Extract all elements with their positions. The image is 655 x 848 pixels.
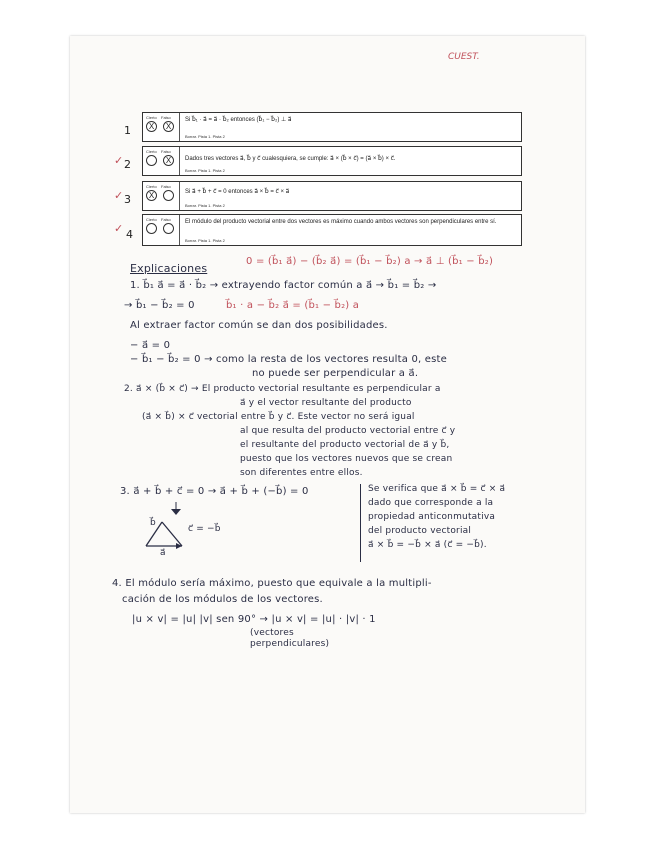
cierto-radio[interactable]	[146, 155, 157, 166]
falso-radio[interactable]	[163, 190, 174, 201]
note-line: cación de los módulos de los vectores.	[122, 594, 323, 605]
note-line: → b⃗₁ − b⃗₂ = 0	[124, 300, 195, 311]
answer-column	[143, 215, 180, 245]
note-line: a⃗ × b⃗ = −b⃗ × a⃗ (c⃗ = −b⃗).	[368, 540, 487, 550]
note-line: puesto que los vectores nuevos que se crean	[240, 454, 453, 464]
question-box-4	[142, 214, 522, 246]
note-line: dado que corresponde a la	[368, 498, 494, 508]
note-line: |u × v| = |u| |v| sen 90° → |u × v| = |u| · |v| · 1	[132, 614, 376, 625]
question-box-3	[142, 181, 522, 211]
falso-radio[interactable]: X	[163, 121, 174, 132]
question-text: El módulo del producto vectorial entre dos vectores es máximo cuando ambos vectores son perpendiculares entre sí.	[185, 219, 497, 225]
note-line: 1. b⃗₁ a⃗ = a⃗ · b⃗₂ → extrayendo factor común a a⃗ → b⃗₁ = b⃗₂ →	[130, 280, 437, 291]
question-links[interactable]: Borrar. Pista 1. Pista 2	[185, 134, 225, 139]
question-links[interactable]: Borrar. Pista 1. Pista 2	[185, 203, 225, 208]
question-text: Dados tres vectores a⃗, b⃗ y c⃗ cualesquiera, se cumple: a⃗ × (b⃗ × c⃗) = (a⃗ × b⃗) × c⃗.	[185, 156, 396, 162]
answer-column	[143, 147, 180, 175]
answer-column	[143, 113, 180, 141]
falso-label: Falso	[161, 115, 171, 120]
note-line: 3. a⃗ + b⃗ + c⃗ = 0 → a⃗ + b⃗ + (−b⃗) = 0	[120, 486, 309, 497]
check-mark: ✓	[114, 222, 124, 235]
note-line: al que resulta del producto vectorial entre c⃗ y	[240, 426, 456, 436]
red-annotation: 0 = (b⃗₁ a⃗) − (b⃗₂ a⃗) = (b⃗₁ − b⃗₂) a → a⃗ ⊥ (b⃗₁ − b⃗₂)	[246, 256, 494, 267]
note-line: son diferentes entre ellos.	[240, 468, 363, 478]
check-mark: ✓	[114, 154, 124, 167]
note-line: a⃗ y el vector resultante del producto	[240, 398, 412, 408]
notes-heading: Explicaciones	[130, 262, 208, 275]
note-line: el resultante del producto vectorial de a⃗ y b⃗,	[240, 440, 450, 450]
question-text: Si a⃗ + b⃗ + c⃗ = 0 entonces a⃗ × b⃗ = c⃗ × a⃗	[185, 189, 290, 195]
triangle-label-c: c⃗ = −b⃗	[188, 524, 221, 534]
answer-column	[143, 182, 180, 210]
note-line: 2. a⃗ × (b⃗ × c⃗) → El producto vectorial resultante es perpendicular a	[124, 384, 441, 394]
question-links[interactable]: Borrar. Pista 1. Pista 2	[185, 168, 225, 173]
question-links[interactable]: Borrar. Pista 1. Pista 2	[185, 238, 225, 243]
falso-label: Falso	[161, 184, 171, 189]
divider-line	[360, 484, 361, 562]
falso-label: Falso	[161, 149, 171, 154]
question-number: 1	[124, 124, 131, 137]
note-line: del producto vectorial	[368, 526, 472, 536]
cierto-label: Cierto	[146, 149, 157, 154]
note-line: (vectores	[250, 628, 294, 638]
note-line: propiedad anticonmutativa	[368, 512, 496, 522]
note-line: (a⃗ × b⃗) × c⃗ vectorial entre b⃗ y c⃗. Este vector no será igual	[142, 412, 415, 422]
cierto-radio[interactable]: X	[146, 190, 157, 201]
cierto-label: Cierto	[146, 184, 157, 189]
note-line: Se verifica que a⃗ × b⃗ = c⃗ × a⃗	[368, 484, 506, 494]
question-number: 2	[124, 158, 131, 171]
question-number: 4	[126, 228, 133, 241]
check-mark: ✓	[114, 189, 124, 202]
cierto-label: Cierto	[146, 217, 157, 222]
note-line: no puede ser perpendicular a a⃗.	[252, 368, 419, 379]
triangle-label-b: b⃗	[150, 518, 156, 528]
question-box-2	[142, 146, 522, 176]
triangle-label-a: a⃗	[160, 548, 166, 558]
question-number: 3	[124, 193, 131, 206]
falso-radio[interactable]: X	[163, 155, 174, 166]
corner-note: CUEST.	[448, 52, 480, 62]
note-line: − b⃗₁ − b⃗₂ = 0 → como la resta de los vectores resulta 0, este	[130, 354, 448, 365]
question-text: Si b⃗₁ · a⃗ = a⃗ · b⃗₂ entonces (b⃗₁ − b⃗₂) ⊥ a⃗	[185, 117, 292, 123]
cierto-radio[interactable]: X	[146, 121, 157, 132]
note-line: 4. El módulo sería máximo, puesto que equivale a la multipli-	[112, 578, 432, 589]
falso-label: Falso	[161, 217, 171, 222]
note-line: perpendiculares)	[250, 639, 330, 649]
question-box-1	[142, 112, 522, 142]
cierto-label: Cierto	[146, 115, 157, 120]
falso-radio[interactable]	[163, 223, 174, 234]
note-line: − a⃗ = 0	[130, 340, 171, 351]
red-annotation: b⃗₁ · a − b⃗₂ a⃗ = (b⃗₁ − b⃗₂) a	[226, 300, 360, 311]
cierto-radio[interactable]	[146, 223, 157, 234]
note-line: Al extraer factor común se dan dos posibilidades.	[130, 320, 388, 331]
